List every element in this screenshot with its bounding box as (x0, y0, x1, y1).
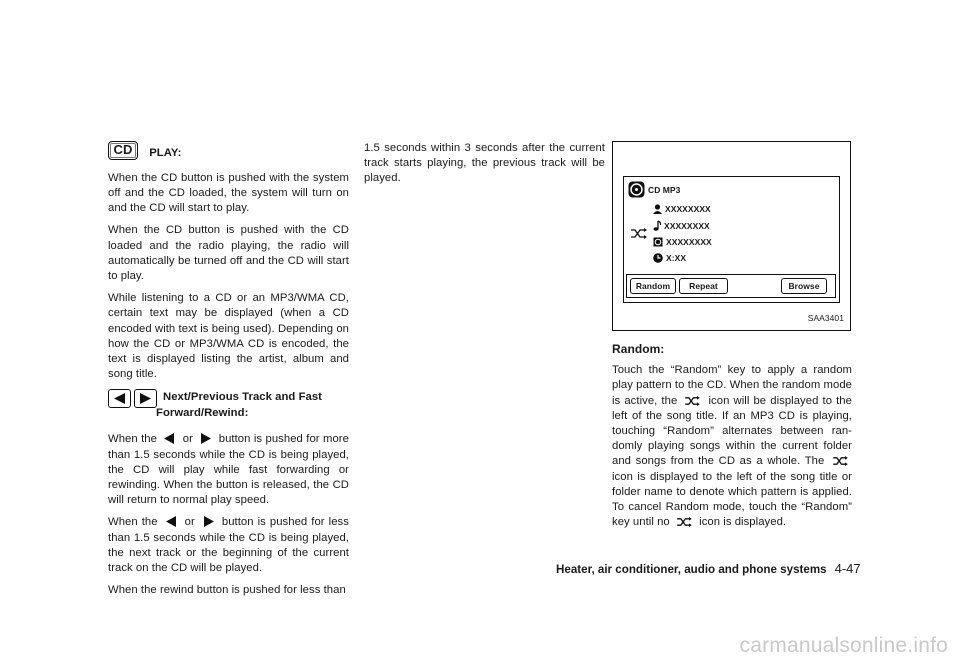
previous-track-icon (108, 389, 131, 408)
random-icon (685, 396, 700, 406)
watermark: carmanualsonline.info (739, 634, 948, 657)
random-paragraph (612, 363, 852, 530)
play-paragraph-1: When the CD button is pushed with the system off and the CD loaded, the system will turn on and the CD will start to play. (108, 171, 349, 215)
album-icon (653, 237, 663, 247)
left-column (108, 141, 349, 605)
song-text: XXXXXXXX (664, 221, 710, 231)
play-paragraph-3: While listening to a CD or an MP3/WMA CD, certain text may be displayed (when a CD encoded with text is being used). Depending on how the CD or MP3/WMA CD is encoded, the text is displayed listing the artist, album and song title. (108, 292, 349, 381)
rewind-paragraph-continued: 1.5 seconds within 3 seconds after the current track starts playing, the previous track will be played. (364, 142, 605, 185)
disc-icon (628, 181, 645, 198)
random-paragraph-b: icon will be displayed to the left of the song title. If an MP3 CD is playing, touching “Random” alternates between ran-domly playing songs within the current folder and songs from the CD as a whole. The (612, 394, 852, 468)
next-heading-line-1: Next/Previous Track and Fast (163, 391, 322, 404)
figure-code: SAA3401 (807, 312, 844, 323)
note-icon (653, 220, 661, 231)
time-text: X:XX (666, 253, 687, 263)
next-track-icon (200, 433, 211, 444)
next-previous-heading (108, 389, 349, 425)
seek-paragraph-1 (108, 432, 349, 508)
seek-paragraph-2-start: When the (108, 516, 158, 529)
browse-button[interactable]: Browse (781, 278, 827, 294)
next-track-icon (134, 389, 157, 408)
artist-icon (653, 204, 662, 214)
play-paragraph-2: When the CD button is pushed with the CD loaded and the radio playing, the radio will automatically be turned off and the CD will start to play. (108, 224, 349, 282)
random-heading: Random: (612, 342, 665, 356)
rewind-paragraph: When the rewind button is pushed for less than (108, 584, 346, 597)
random-paragraph-c: icon is displayed to the left of the song title or folder name to denote which pattern is applied. To cancel Random mode, touch the “Random” key until no (612, 470, 852, 529)
random-icon (833, 456, 848, 466)
random-paragraph-a: Touch the “Random” key to apply a random play pattern to the CD. When the random mode is active, the (612, 364, 852, 407)
artist-text: XXXXXXXX (665, 204, 711, 214)
seek-paragraph-1-start: When the (108, 433, 157, 446)
album-line (653, 235, 712, 250)
seek-paragraph-2 (108, 515, 349, 576)
middle-column (364, 141, 605, 194)
seek-paragraph-2-or: or (184, 516, 195, 529)
next-heading-line-2: Forward/Rewind: (156, 407, 249, 420)
random-icon (631, 228, 647, 239)
time-line (653, 251, 686, 266)
screen-title: CD MP3 (648, 185, 681, 195)
random-icon (677, 517, 692, 527)
next-track-icon (203, 516, 214, 527)
random-paragraph-d: icon is displayed. (699, 516, 787, 529)
cd-key-icon: CD (108, 141, 138, 160)
seek-paragraph-2-end: button is pushed for less than 1.5 seconds while the CD is being played, the next track or the beginning of the current track on the CD will be played. (108, 516, 349, 574)
right-column (612, 141, 852, 537)
track-keys (108, 389, 160, 408)
clock-icon (653, 253, 663, 263)
repeat-button[interactable]: Repeat (679, 278, 728, 294)
artist-line (653, 202, 711, 217)
song-line (653, 219, 710, 234)
previous-track-icon (164, 433, 175, 444)
footer-section-title: Heater, air conditioner, audio and phone systems (556, 563, 827, 576)
seek-paragraph-1-or: or (182, 433, 193, 446)
play-heading-row (108, 141, 349, 162)
cd-screen-figure (612, 141, 851, 331)
page-number: 4-47 (834, 561, 861, 576)
album-text: XXXXXXXX (666, 237, 712, 247)
screen-button-bar (626, 274, 836, 298)
audio-screen (623, 176, 840, 303)
random-button[interactable]: Random (630, 278, 676, 294)
play-heading: PLAY: (149, 147, 182, 160)
seek-paragraph-1-end: button is pushed for more than 1.5 seconds while the CD is being played, the CD will play while fast forwarding or rewinding. When the button is released, the CD will return to normal play speed. (108, 433, 349, 507)
page-footer (556, 561, 861, 576)
previous-track-icon (166, 516, 177, 527)
